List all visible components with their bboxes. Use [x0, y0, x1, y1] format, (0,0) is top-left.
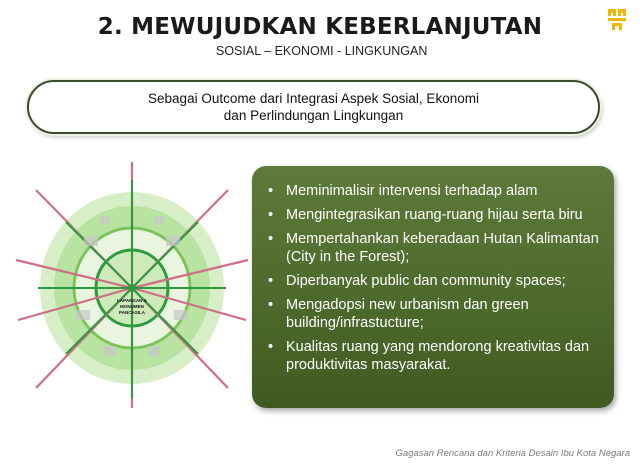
- bullet-item: • Diperbanyak public dan community spaces;: [268, 273, 566, 289]
- bullet-item: • Mengadopsi new urbanism dan green building/infrastucture;: [268, 297, 529, 331]
- bullet-item: • Mengintegrasikan ruang-ruang hijau serta biru: [268, 207, 583, 223]
- city-plan-map: [14, 160, 250, 410]
- outcome-line-2: dan Perlindungan Lingkungan: [223, 108, 404, 123]
- map-center-label-1: LAPANGAN &: [117, 298, 147, 303]
- map-center-label-2: MONUMEN: [120, 304, 144, 309]
- footer-caption: Gagasan Rencana dan Kriteria Desain Ibu Kota Negara: [395, 448, 630, 459]
- bullet-dot: •: [268, 231, 274, 247]
- bullet-dot: •: [268, 273, 274, 289]
- bullet-panel: [252, 166, 614, 408]
- outcome-box: [27, 80, 600, 134]
- bullet-item: • Mempertahankan keberadaan Hutan Kalimantan (City in the Forest);: [268, 231, 599, 265]
- bullet-dot: •: [268, 339, 274, 355]
- outcome-line-1: Sebagai Outcome dari Integrasi Aspek Sosial, Ekonomi: [148, 91, 479, 106]
- ministry-logo-icon: [604, 6, 630, 32]
- bullet-item: • Meminimalisir intervensi terhadap alam: [268, 183, 538, 199]
- bullet-dot: •: [268, 183, 274, 199]
- bullet-dot: •: [268, 297, 274, 313]
- page-subtitle: SOSIAL – EKONOMI - LINGKUNGAN: [216, 44, 428, 58]
- bullet-dot: •: [268, 207, 274, 223]
- page-title: 2. MEWUJUDKAN KEBERLANJUTAN: [97, 14, 543, 40]
- bullet-list: [264, 182, 600, 374]
- bullet-item: • Kualitas ruang yang mendorong kreativitas dan produktivitas masyarakat.: [268, 339, 590, 373]
- map-center-label-3: PANCASILA: [119, 310, 145, 315]
- map-center-marker: [128, 284, 136, 292]
